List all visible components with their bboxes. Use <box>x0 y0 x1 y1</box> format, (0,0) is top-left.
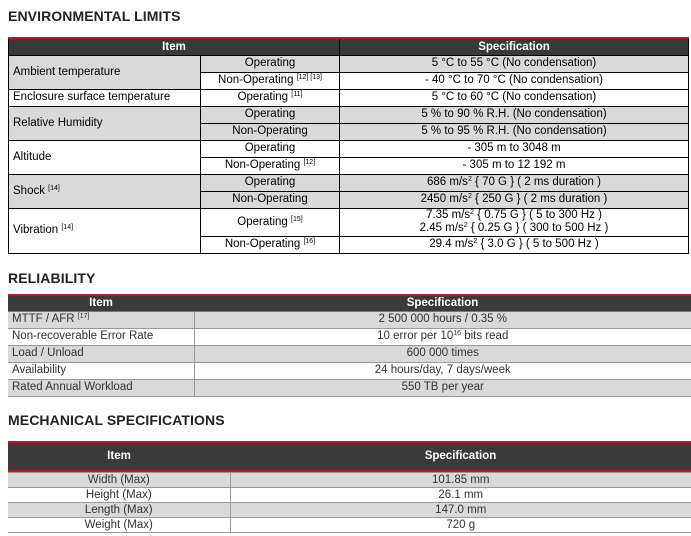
shock-nonop: Non-Operating <box>201 191 340 208</box>
mech-row-label: Length (Max) <box>8 503 230 518</box>
availability-label: Availability <box>8 362 194 379</box>
rel-header-item: Item <box>8 295 194 311</box>
shock-label: Shock [14] <box>9 174 201 208</box>
mttf-label: MTTF / AFR [17] <box>8 311 194 328</box>
humidity-label: Relative Humidity <box>9 106 201 140</box>
load-unload-label: Load / Unload <box>8 345 194 362</box>
mech-row-value: 26.1 mm <box>230 488 691 503</box>
mttf-value: 2 500 000 hours / 0.35 % <box>194 311 691 328</box>
altitude-nonop: Non-Operating [12] <box>201 157 340 174</box>
environmental-title: ENVIRONMENTAL LIMITS <box>8 8 181 24</box>
mechanical-table <box>8 441 691 533</box>
error-rate-label: Non-recoverable Error Rate <box>8 328 194 345</box>
vibration-label: Vibration [14] <box>9 208 201 253</box>
mech-header-spec: Specification <box>230 442 691 470</box>
vibration-op: Operating [15] <box>201 208 340 236</box>
environmental-table <box>8 37 689 254</box>
mech-row-label: Width (Max) <box>8 473 230 488</box>
shock-op: Operating <box>201 174 340 191</box>
vibration-nonop: Non-Operating [16] <box>201 236 340 253</box>
humidity-nonop: Non-Operating <box>201 123 340 140</box>
env-header-spec: Specification <box>340 38 689 55</box>
env-header-item: Item <box>9 38 340 55</box>
availability-value: 24 hours/day, 7 days/week <box>194 362 691 379</box>
enclosure-label: Enclosure surface temperature <box>9 89 201 106</box>
humidity-op: Operating <box>201 106 340 123</box>
shock-op-spec: 686 $m/s^2$ { 70 G } ( 2 ms duration ) <box>340 174 689 191</box>
workload-value: 550 TB per year <box>194 379 691 396</box>
error-rate-value: 10 error per $10^{16}$ bits read <box>194 328 691 345</box>
mech-row-value: 720 g <box>230 518 691 533</box>
ambient-op-spec: 5 °C to 55 °C (No condensation) <box>340 55 689 72</box>
ambient-op: Operating <box>201 55 340 72</box>
mech-row-label: Height (Max) <box>8 488 230 503</box>
humidity-nonop-spec: 5 % to 95 % R.H. (No condensation) <box>340 123 689 140</box>
load-unload-value: 600 000 times <box>194 345 691 362</box>
mechanical-title: MECHANICAL SPECIFICATIONS <box>8 412 225 428</box>
altitude-op-spec: - 305 m to 3048 m <box>340 140 689 157</box>
mech-row-label: Weight (Max) <box>8 518 230 533</box>
humidity-op-spec: 5 % to 90 % R.H. (No condensation) <box>340 106 689 123</box>
mech-header-item: Item <box>8 442 230 470</box>
enclosure-op: Operating [11] <box>201 89 340 106</box>
altitude-nonop-spec: - 305 m to 12 192 m <box>340 157 689 174</box>
shock-nonop-spec: 2450 $m/s^2$ { 250 G } ( 2 ms duration ) <box>340 191 689 208</box>
ambient-nonop-spec: - 40 °C to 70 °C (No condensation) <box>340 72 689 89</box>
mech-row-value: 147.0 mm <box>230 503 691 518</box>
altitude-label: Altitude <box>9 140 201 174</box>
ambient-nonop: Non-Operating [12] [13] <box>201 72 340 89</box>
altitude-op: Operating <box>201 140 340 157</box>
workload-label: Rated Annual Workload <box>8 379 194 396</box>
enclosure-op-spec: 5 °C to 60 °C (No condensation) <box>340 89 689 106</box>
ambient-label: Ambient temperature <box>9 55 201 89</box>
vibration-nonop-spec: 29.4 $m/s^2$ { 3.0 G } ( 5 to 500 Hz ) <box>340 236 689 253</box>
mech-row-value: 101.85 mm <box>230 473 691 488</box>
reliability-table <box>8 294 691 397</box>
vibration-op-spec: 7.35 $m/s^2$ { 0.75 G } ( 5 to 300 Hz ) 2.45 $m/s^2$ { 0.25 G } ( 300 to 500 Hz ) <box>340 208 689 236</box>
reliability-title: RELIABILITY <box>8 270 96 286</box>
rel-header-spec: Specification <box>194 295 691 311</box>
